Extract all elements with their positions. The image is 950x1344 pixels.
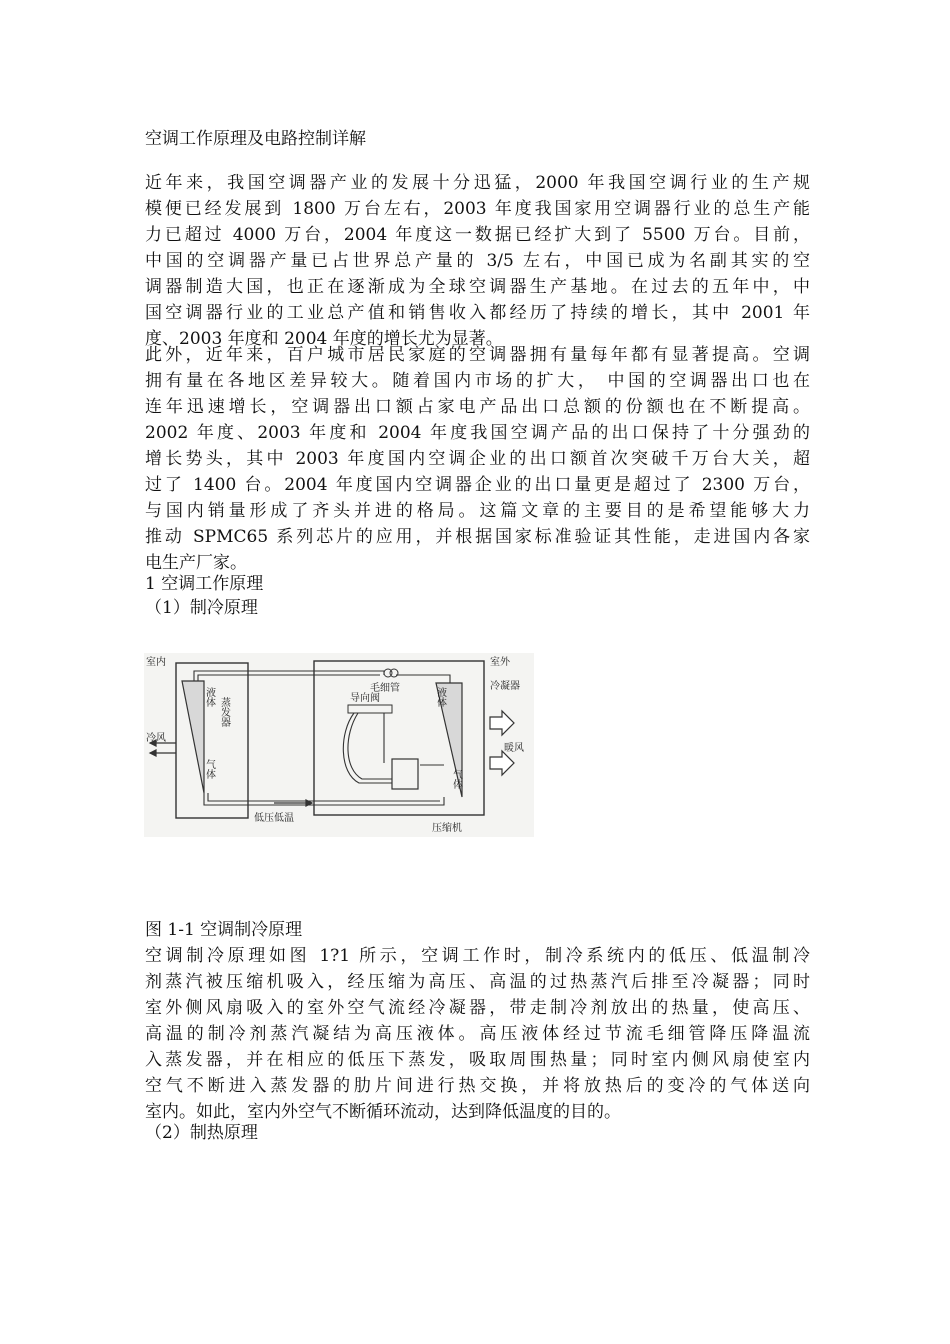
text-line: 室内。如此，室内外空气不断循环流动，达到降低温度的目的。 bbox=[145, 1102, 621, 1122]
text-line: 剂蒸汽被压缩机吸入，经压缩为高压、高温的过热蒸汽后排至冷凝器；同时 bbox=[145, 972, 810, 992]
text-line: 空调制冷原理如图 1?1 所示，空调工作时，制冷系统内的低压、低温制冷 bbox=[145, 946, 810, 966]
warm-air-arrow-2 bbox=[490, 751, 514, 775]
cooling-diagram-svg bbox=[144, 653, 534, 837]
evaporator-coil bbox=[182, 681, 204, 793]
text-line: 拥有量在各地区差异较大。随着国内市场的扩大， 中国的空调器出口也在 bbox=[145, 371, 810, 391]
text-line: 室外侧风扇吸入的室外空气流经冷凝器，带走制冷剂放出的热量，使高压、 bbox=[145, 998, 810, 1018]
cold-air-label: 冷风 bbox=[146, 733, 166, 744]
indoor-label: 室内 bbox=[146, 657, 166, 668]
text-line: 国空调器行业的工业总产值和销售收入都经历了持续的增长，其中 2001 年 bbox=[145, 303, 810, 323]
document-title: 空调工作原理及电路控制详解 bbox=[145, 129, 366, 149]
cooling-diagram bbox=[144, 653, 534, 837]
top-pipe-inner bbox=[198, 675, 380, 681]
bottom-pipe-inner bbox=[208, 793, 440, 801]
warm-air-label: 暖风 bbox=[504, 743, 524, 754]
text-line: 入蒸发器，并在相应的低压下蒸发，吸取周围热量；同时室内侧风扇使室内 bbox=[145, 1050, 810, 1070]
text-line: 2002 年度、2003 年度和 2004 年度我国空调产品的出口保持了十分强劲的 bbox=[145, 423, 810, 443]
liquid-label-right: 液体 bbox=[434, 687, 446, 707]
condenser-label: 冷凝器 bbox=[490, 681, 520, 692]
capillary-pipe bbox=[396, 675, 450, 683]
warm-air-arrow-1 bbox=[490, 711, 514, 735]
gas-label-right: 气体 bbox=[450, 769, 462, 789]
top-pipe bbox=[194, 671, 384, 681]
evaporator-label: 蒸发器 bbox=[218, 697, 230, 727]
gas-label-left: 气体 bbox=[203, 759, 215, 779]
subsection-heading-cooling: （1）制冷原理 bbox=[145, 598, 258, 618]
text-line: 近年来，我国空调器产业的发展十分迅猛，2000 年我国空调行业的生产规 bbox=[145, 173, 810, 193]
text-line: 高温的制冷剂蒸汽凝结为高压液体。高压液体经过节流毛细管降压降温流 bbox=[145, 1024, 810, 1044]
arrow-head-icon bbox=[150, 750, 156, 756]
return-pipe-inner bbox=[348, 713, 392, 779]
bottom-pipe bbox=[204, 793, 444, 805]
compressor-label: 压缩机 bbox=[432, 823, 462, 834]
text-line: 增长势头，其中 2003 年度国内空调企业的出口额首次突破千万台大关，超 bbox=[145, 449, 810, 469]
text-line: 调器制造大国，也正在逐渐成为全球空调器生产基地。在过去的五年中，中 bbox=[145, 277, 810, 297]
text-line: 电生产厂家。 bbox=[145, 553, 247, 573]
text-line: 度、2003 年度和 2004 年度的增长尤为显著。 bbox=[145, 329, 503, 349]
liquid-label-left: 液体 bbox=[203, 687, 215, 707]
reversing-valve bbox=[348, 705, 392, 713]
text-line: 连年迅速增长，空调器出口额占家电产品出口总额的份额也在不断提高。 bbox=[145, 397, 810, 417]
text-line: 此外，近年来，百户城市居民家庭的空调器拥有量每年都有显著提高。空调 bbox=[145, 345, 810, 365]
compressor bbox=[392, 759, 418, 789]
capillary-coil-2 bbox=[390, 669, 398, 677]
text-line: 与国内销量形成了齐头并进的格局。这篇文章的主要目的是希望能够大力 bbox=[145, 501, 810, 521]
section-heading: 1 空调工作原理 bbox=[145, 574, 264, 594]
figure-caption: 图 1-1 空调制冷原理 bbox=[145, 920, 303, 940]
return-pipe bbox=[343, 713, 394, 783]
cooling-paragraph bbox=[145, 943, 810, 1125]
subsection-heading-heating: （2）制热原理 bbox=[145, 1123, 258, 1143]
intro-paragraph-1 bbox=[145, 170, 810, 352]
text-line: 空气不断进入蒸发器的肋片间进行热交换，并将放热后的变冷的气体送向 bbox=[145, 1076, 810, 1096]
reversing-valve-label: 导向阀 bbox=[350, 693, 380, 704]
text-line: 模便已经发展到 1800 万台左右，2003 年度我国家用空调器行业的总生产能 bbox=[145, 199, 810, 219]
text-line: 力已超过 4000 万台，2004 年度这一数据已经扩大到了 5500 万台。目前， bbox=[145, 225, 810, 245]
text-line: 推动 SPMC65 系列芯片的应用，并根据国家标准验证其性能，走进国内各家 bbox=[145, 527, 810, 547]
text-line: 中国的空调器产量已占世界总产量的 3/5 左右，中国已成为名副其实的空 bbox=[145, 251, 810, 271]
outdoor-label: 室外 bbox=[490, 657, 510, 668]
low-pressure-label: 低压低温 bbox=[254, 813, 294, 824]
intro-paragraph-2 bbox=[145, 342, 810, 576]
text-line: 过了 1400 台。2004 年度国内空调器企业的出口量更是超过了 2300 万台， bbox=[145, 475, 810, 495]
capillary-label: 毛细管 bbox=[370, 683, 400, 694]
